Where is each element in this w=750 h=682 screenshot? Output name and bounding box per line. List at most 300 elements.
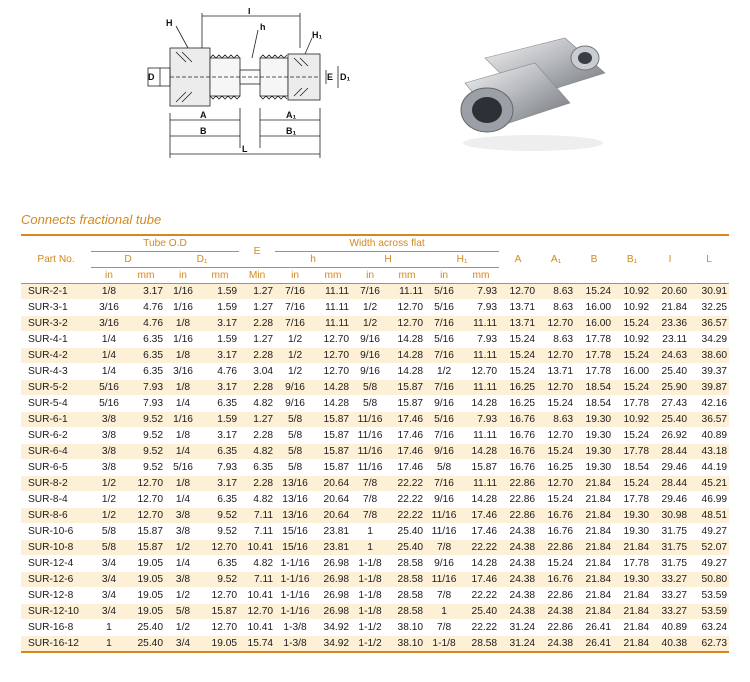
table-row	[21, 348, 729, 364]
table-cell: 3.17	[127, 284, 165, 300]
table-cell: 5/8	[275, 412, 315, 428]
table-cell: 11.11	[463, 316, 499, 332]
table-cell: 21.84	[575, 604, 613, 620]
table-cell: 15.24	[613, 316, 651, 332]
table-cell: 2.28	[239, 380, 275, 396]
product-photo	[445, 28, 620, 153]
table-cell: 14.28	[315, 380, 351, 396]
table-cell: 12.70	[239, 604, 275, 620]
table-cell: 21.84	[613, 588, 651, 604]
table-row	[21, 556, 729, 572]
part-number-cell: SUR-3-2	[21, 316, 91, 332]
table-cell: 12.70	[537, 428, 575, 444]
header-width-across-flat: Width across flat	[275, 235, 499, 252]
table-cell: 17.46	[463, 524, 499, 540]
table-cell: 3/4	[91, 572, 127, 588]
part-number-cell: SUR-6-5	[21, 460, 91, 476]
table-cell: 14.28	[389, 348, 425, 364]
table-cell: 15.87	[127, 524, 165, 540]
table-cell: 11/16	[351, 444, 389, 460]
table-cell: 17.78	[613, 556, 651, 572]
table-cell: 13/16	[275, 508, 315, 524]
label-A1: A₁	[286, 110, 297, 120]
table-cell: 19.05	[127, 572, 165, 588]
table-cell: 19.05	[127, 556, 165, 572]
part-number-cell: SUR-5-4	[21, 396, 91, 412]
part-number-cell: SUR-4-2	[21, 348, 91, 364]
table-cell: 31.24	[499, 620, 537, 636]
table-cell: 17.78	[575, 364, 613, 380]
table-cell: 21.84	[575, 524, 613, 540]
table-cell: 21.84	[613, 620, 651, 636]
table-cell: 11/16	[351, 412, 389, 428]
table-cell: 7.11	[239, 524, 275, 540]
table-cell: 40.89	[689, 428, 729, 444]
table-cell: 1.59	[201, 332, 239, 348]
header-l: L	[689, 235, 729, 284]
table-cell: 12.70	[537, 348, 575, 364]
table-cell: 33.27	[651, 572, 689, 588]
table-cell: 21.84	[575, 588, 613, 604]
table-cell: 28.44	[651, 476, 689, 492]
table-cell: 2.28	[239, 348, 275, 364]
table-cell: 7/16	[425, 428, 463, 444]
table-cell: 53.59	[689, 588, 729, 604]
table-cell: 15.87	[127, 540, 165, 556]
table-cell: 20.64	[315, 508, 351, 524]
table-cell: 11.11	[463, 380, 499, 396]
table-cell: 22.86	[537, 540, 575, 556]
table-cell: 3.17	[201, 316, 239, 332]
table-cell: 8.63	[537, 412, 575, 428]
table-cell: 14.28	[463, 444, 499, 460]
table-cell: 24.38	[499, 556, 537, 572]
table-cell: 7/16	[425, 476, 463, 492]
table-cell: 1-1/8	[351, 572, 389, 588]
table-cell: 13/16	[275, 476, 315, 492]
table-cell: 1/2	[275, 332, 315, 348]
table-cell: 28.58	[389, 604, 425, 620]
table-cell: 1-3/8	[275, 636, 315, 653]
table-row	[21, 540, 729, 556]
table-cell: 11.11	[463, 428, 499, 444]
table-cell: 9.52	[201, 572, 239, 588]
table-cell: 12.70	[201, 540, 239, 556]
table-cell: 3/8	[165, 524, 201, 540]
table-cell: 12.70	[537, 380, 575, 396]
table-cell: 7.11	[239, 572, 275, 588]
table-row	[21, 316, 729, 332]
table-cell: 7/8	[351, 476, 389, 492]
table-cell: 22.22	[463, 620, 499, 636]
table-cell: 32.25	[689, 300, 729, 316]
table-cell: 34.92	[315, 636, 351, 653]
table-row	[21, 332, 729, 348]
unit-mm: mm	[201, 268, 239, 284]
table-cell: 19.30	[575, 460, 613, 476]
table-cell: 1/2	[275, 348, 315, 364]
table-row	[21, 460, 729, 476]
table-cell: 22.86	[499, 508, 537, 524]
table-cell: 5/8	[91, 540, 127, 556]
table-cell: 1/2	[91, 508, 127, 524]
table-cell: 1.59	[201, 412, 239, 428]
table-cell: 1-1/8	[351, 604, 389, 620]
unit-in: in	[351, 268, 389, 284]
table-cell: 15/16	[275, 540, 315, 556]
table-cell: 20.64	[315, 476, 351, 492]
table-cell: 4.82	[239, 444, 275, 460]
table-cell: 15.87	[389, 380, 425, 396]
unit-in: in	[91, 268, 127, 284]
table-cell: 7/8	[425, 588, 463, 604]
table-cell: 33.27	[651, 588, 689, 604]
table-cell: 6.35	[201, 444, 239, 460]
table-cell: 16.76	[499, 460, 537, 476]
table-cell: 19.30	[575, 412, 613, 428]
table-cell: 17.46	[463, 572, 499, 588]
table-cell: 21.84	[575, 540, 613, 556]
table-cell: 23.81	[315, 524, 351, 540]
table-cell: 11/16	[425, 572, 463, 588]
table-cell: 38.10	[389, 636, 425, 653]
table-cell: 7/16	[425, 316, 463, 332]
part-number-cell: SUR-12-8	[21, 588, 91, 604]
table-cell: 1/4	[91, 332, 127, 348]
table-cell: 5/16	[425, 332, 463, 348]
table-cell: 1/8	[165, 348, 201, 364]
table-cell: 15.87	[315, 412, 351, 428]
label-B: B	[200, 126, 207, 136]
part-number-cell: SUR-4-3	[21, 364, 91, 380]
table-cell: 7.93	[463, 332, 499, 348]
table-cell: 16.25	[537, 460, 575, 476]
unit-min: Min	[239, 268, 275, 284]
table-cell: 21.84	[613, 540, 651, 556]
table-cell: 11.11	[315, 316, 351, 332]
table-cell: 19.30	[575, 444, 613, 460]
table-cell: 7/16	[275, 284, 315, 300]
part-number-cell: SUR-8-2	[21, 476, 91, 492]
table-cell: 1-1/8	[351, 588, 389, 604]
table-cell: 30.91	[689, 284, 729, 300]
table-cell: 1/2	[351, 300, 389, 316]
table-cell: 21.84	[613, 636, 651, 653]
table-cell: 10.92	[613, 300, 651, 316]
header-b: B	[575, 235, 613, 284]
table-cell: 11.11	[315, 284, 351, 300]
table-cell: 24.38	[499, 524, 537, 540]
table-cell: 15.24	[537, 396, 575, 412]
table-cell: 34.29	[689, 332, 729, 348]
table-cell: 44.19	[689, 460, 729, 476]
label-E: E	[327, 72, 334, 82]
table-cell: 6.35	[201, 556, 239, 572]
table-cell: 24.38	[537, 636, 575, 653]
table-cell: 26.98	[315, 588, 351, 604]
table-cell: 3/16	[165, 364, 201, 380]
part-number-cell: SUR-12-6	[21, 572, 91, 588]
table-row	[21, 476, 729, 492]
table-cell: 1.27	[239, 300, 275, 316]
table-cell: 1/2	[165, 540, 201, 556]
table-cell: 22.22	[389, 508, 425, 524]
unit-in: in	[165, 268, 201, 284]
table-cell: 22.86	[537, 588, 575, 604]
table-cell: 13.71	[499, 300, 537, 316]
table-cell: 1/4	[165, 492, 201, 508]
table-cell: 7.93	[201, 460, 239, 476]
table-cell: 7.93	[463, 284, 499, 300]
table-cell: 1/16	[165, 332, 201, 348]
table-row	[21, 508, 729, 524]
table-cell: 1	[91, 636, 127, 653]
table-cell: 10.92	[613, 284, 651, 300]
table-cell: 7/16	[275, 316, 315, 332]
table-cell: 18.54	[575, 380, 613, 396]
table-cell: 23.81	[315, 540, 351, 556]
table-cell: 1/4	[91, 364, 127, 380]
table-cell: 30.98	[651, 508, 689, 524]
table-cell: 12.70	[127, 508, 165, 524]
table-cell: 17.46	[389, 444, 425, 460]
table-cell: 62.73	[689, 636, 729, 653]
unit-mm: mm	[315, 268, 351, 284]
table-cell: 26.98	[315, 572, 351, 588]
table-cell: 26.41	[575, 636, 613, 653]
table-cell: 3.17	[201, 348, 239, 364]
table-cell: 46.99	[689, 492, 729, 508]
table-cell: 14.28	[389, 332, 425, 348]
table-cell: 15.87	[315, 428, 351, 444]
table-cell: 15.24	[613, 380, 651, 396]
table-cell: 12.70	[201, 620, 239, 636]
table-cell: 34.92	[315, 620, 351, 636]
table-cell: 3/16	[91, 316, 127, 332]
table-cell: 15.24	[575, 284, 613, 300]
table-cell: 12.70	[389, 300, 425, 316]
header-a1: A₁	[537, 235, 575, 284]
table-cell: 12.70	[537, 476, 575, 492]
table-cell: 1/2	[91, 492, 127, 508]
table-cell: 31.24	[499, 636, 537, 653]
table-cell: 12.70	[315, 332, 351, 348]
table-cell: 17.46	[389, 428, 425, 444]
table-cell: 9/16	[275, 380, 315, 396]
table-cell: 15.24	[537, 556, 575, 572]
table-cell: 1-1/16	[275, 604, 315, 620]
table-cell: 31.75	[651, 556, 689, 572]
table-cell: 3/4	[91, 556, 127, 572]
label-A: A	[200, 110, 207, 120]
table-cell: 36.57	[689, 316, 729, 332]
table-cell: 29.46	[651, 492, 689, 508]
table-cell: 11/16	[351, 428, 389, 444]
table-cell: 19.30	[575, 428, 613, 444]
table-cell: 25.90	[651, 380, 689, 396]
table-cell: 25.40	[651, 412, 689, 428]
table-cell: 3/4	[91, 604, 127, 620]
table-cell: 16.00	[575, 300, 613, 316]
table-cell: 22.22	[463, 588, 499, 604]
table-cell: 17.78	[613, 444, 651, 460]
table-row	[21, 524, 729, 540]
table-cell: 40.89	[651, 620, 689, 636]
table-cell: 8.63	[537, 284, 575, 300]
table-cell: 15.87	[315, 444, 351, 460]
table-cell: 10.41	[239, 588, 275, 604]
table-cell: 17.78	[575, 348, 613, 364]
header-a: A	[499, 235, 537, 284]
part-number-cell: SUR-16-12	[21, 636, 91, 653]
table-cell: 14.28	[389, 364, 425, 380]
table-cell: 5/8	[351, 380, 389, 396]
table-cell: 28.44	[651, 444, 689, 460]
table-cell: 4.82	[239, 556, 275, 572]
table-cell: 9/16	[275, 396, 315, 412]
header-i: I	[651, 235, 689, 284]
table-cell: 12.70	[127, 476, 165, 492]
table-cell: 38.10	[389, 620, 425, 636]
table-cell: 15.24	[499, 364, 537, 380]
table-row	[21, 364, 729, 380]
table-cell: 1/2	[165, 588, 201, 604]
label-h: h	[260, 22, 266, 32]
table-cell: 11/16	[425, 508, 463, 524]
table-cell: 25.40	[127, 636, 165, 653]
part-number-cell: SUR-8-6	[21, 508, 91, 524]
table-cell: 21.84	[575, 508, 613, 524]
table-cell: 1/16	[165, 412, 201, 428]
table-cell: 7.93	[463, 300, 499, 316]
table-cell: 12.70	[315, 364, 351, 380]
table-cell: 9.52	[127, 412, 165, 428]
table-cell: 15.24	[613, 476, 651, 492]
table-cell: 43.18	[689, 444, 729, 460]
table-cell: 9.52	[201, 508, 239, 524]
table-cell: 12.70	[201, 588, 239, 604]
part-number-cell: SUR-2-1	[21, 284, 91, 300]
table-cell: 49.27	[689, 556, 729, 572]
section-title: Connects fractional tube	[21, 212, 162, 227]
table-cell: 15.24	[499, 332, 537, 348]
table-cell: 36.57	[689, 412, 729, 428]
table-cell: 24.38	[537, 604, 575, 620]
table-cell: 13.71	[499, 316, 537, 332]
unit-mm: mm	[127, 268, 165, 284]
table-cell: 15/16	[275, 524, 315, 540]
table-cell: 1-1/16	[275, 588, 315, 604]
table-cell: 5/16	[425, 284, 463, 300]
table-cell: 25.40	[389, 524, 425, 540]
table-cell: 1-1/8	[351, 556, 389, 572]
table-cell: 10.41	[239, 540, 275, 556]
label-L: L	[242, 144, 248, 154]
table-cell: 12.70	[537, 316, 575, 332]
table-cell: 19.05	[201, 636, 239, 653]
header-h1: H₁	[425, 252, 499, 268]
table-cell: 7.93	[463, 412, 499, 428]
table-cell: 19.05	[127, 604, 165, 620]
table-cell: 25.40	[651, 364, 689, 380]
table-cell: 31.75	[651, 524, 689, 540]
table-cell: 12.70	[499, 284, 537, 300]
table-cell: 9/16	[425, 396, 463, 412]
table-cell: 4.82	[239, 492, 275, 508]
table-cell: 26.41	[575, 620, 613, 636]
table-cell: 7/16	[425, 380, 463, 396]
header-b1: B₁	[613, 235, 651, 284]
table-row	[21, 636, 729, 653]
table-cell: 6.35	[127, 364, 165, 380]
table-cell: 28.58	[389, 572, 425, 588]
table-cell: 18.54	[613, 460, 651, 476]
table-cell: 16.00	[613, 364, 651, 380]
label-H: H	[166, 18, 173, 28]
label-B1: B₁	[286, 126, 297, 136]
table-cell: 9/16	[351, 364, 389, 380]
table-cell: 7.93	[127, 396, 165, 412]
spec-table-body	[21, 284, 729, 653]
header-h-large: H	[351, 252, 425, 268]
table-cell: 5/8	[351, 396, 389, 412]
table-cell: 3/4	[91, 588, 127, 604]
table-cell: 5/16	[425, 412, 463, 428]
table-cell: 3/8	[91, 428, 127, 444]
table-cell: 6.35	[201, 492, 239, 508]
table-row	[21, 444, 729, 460]
table-cell: 9/16	[425, 556, 463, 572]
table-cell: 12.70	[315, 348, 351, 364]
table-cell: 6.35	[239, 460, 275, 476]
table-cell: 14.28	[315, 396, 351, 412]
table-cell: 1/8	[91, 284, 127, 300]
table-row	[21, 396, 729, 412]
label-I: I	[248, 8, 251, 16]
label-D: D	[148, 72, 155, 82]
table-cell: 17.78	[575, 332, 613, 348]
table-cell: 16.76	[537, 508, 575, 524]
table-cell: 5/8	[275, 444, 315, 460]
table-cell: 10.92	[613, 412, 651, 428]
table-cell: 11.11	[463, 476, 499, 492]
table-cell: 24.38	[499, 540, 537, 556]
table-cell: 1/4	[165, 444, 201, 460]
table-cell: 17.46	[463, 508, 499, 524]
table-cell: 16.25	[499, 396, 537, 412]
table-cell: 15.87	[201, 604, 239, 620]
table-row	[21, 604, 729, 620]
table-cell: 26.92	[651, 428, 689, 444]
table-cell: 1	[351, 540, 389, 556]
table-cell: 8.63	[537, 332, 575, 348]
table-cell: 11/16	[425, 524, 463, 540]
table-cell: 16.76	[499, 444, 537, 460]
table-cell: 1-3/8	[275, 620, 315, 636]
table-cell: 23.36	[651, 316, 689, 332]
table-cell: 1/4	[91, 348, 127, 364]
table-cell: 11.11	[315, 300, 351, 316]
table-cell: 3.17	[201, 428, 239, 444]
table-cell: 1.59	[201, 284, 239, 300]
table-cell: 1-1/16	[275, 556, 315, 572]
table-cell: 3/8	[91, 412, 127, 428]
table-cell: 5/16	[91, 396, 127, 412]
table-cell: 5/8	[165, 604, 201, 620]
table-cell: 12.70	[389, 316, 425, 332]
table-cell: 1	[351, 524, 389, 540]
table-cell: 15.24	[537, 492, 575, 508]
